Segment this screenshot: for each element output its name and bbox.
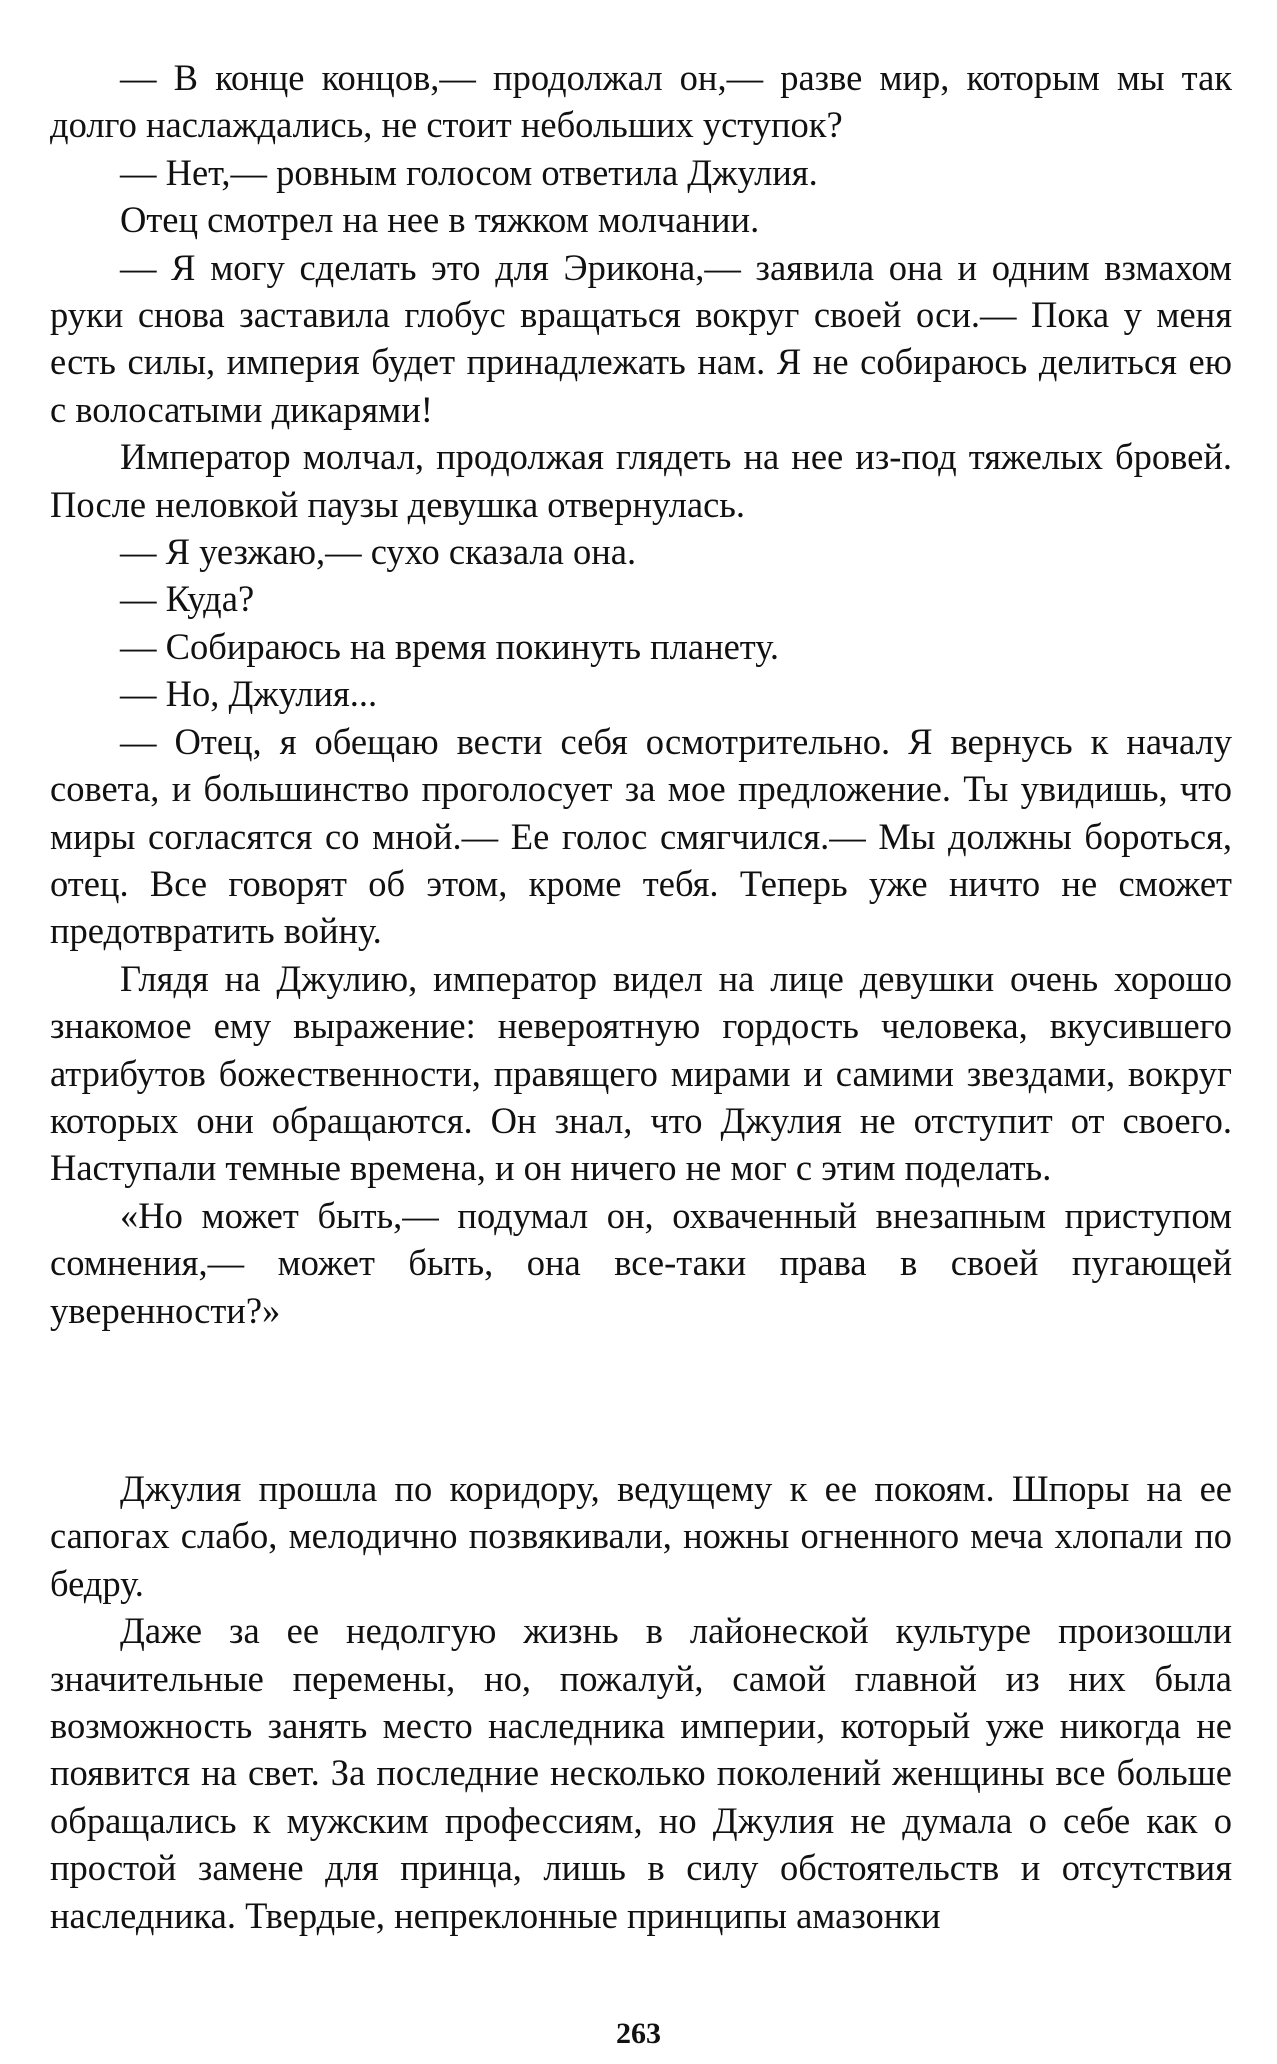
paragraph: — Куда? — [120, 578, 255, 620]
paragraph: Отец смотрел на нее в тяжком молчании. — [120, 199, 760, 241]
paragraph: «Но может быть,— подумал он, охваченный внезапным приступом сомнения,— может быть, она все-таки права в своей пугающей уверенности?» — [50, 1194, 1232, 1331]
paragraph: — Нет,— ровным голосом ответила Джулия. — [120, 151, 818, 193]
paragraph: — Я уезжаю,— сухо сказала она. — [120, 531, 637, 573]
paragraph: Джулия прошла по коридору, ведущему к ее покоям. Шпоры на ее сапогах слабо, мелодично позвякивали, ножны огненного меча хлопали по бедру. — [50, 1468, 1232, 1604]
paragraph: Даже за ее недолгую жизнь в лайонеской культуре произошли значительные перемены, но, пожалуй, самой главной из них была возможность занять место наследника империи, который уже никогда не появится на свет. За последние несколько поколений женщины все больше обращались к мужским профессиям, но Джулия не думала о себе как о простой замене для принца, лишь в силу обстоятельств и отсутствия наследника. Твердые, непреклонные принципы амазонки — [50, 1610, 1232, 1936]
paragraph: Император молчал, продолжая глядеть на нее из-под тяжелых бровей. После неловкой паузы девушка отвернулась. — [50, 436, 1232, 525]
paragraph: Глядя на Джулию, император видел на лице девушки очень хорошо знакомое ему выражение: невероятную гордость человека, вкусившего атрибутов божественности, правящего мирами и самими звездами, вокруг которых они обращаются. Он знал, что Джулия не отступит от своего. Наступали темные времена, и он ничего не мог с этим поделать. — [50, 957, 1232, 1189]
paragraph: — Отец, я обещаю вести себя осмотрительно. Я вернусь к началу совета, и большинство проголосует за мое предложение. Ты увидишь, что миры согласятся со мной.— Ее голос смягчился.— Мы должны бороться, отец. Все говорят об этом, кроме тебя. Теперь уже ничто не сможет предотвратить войну. — [50, 720, 1232, 952]
text-section-1 — [50, 54, 1232, 1334]
paragraph: — В конце концов,— продолжал он,— разве мир, которым мы так долго наслаждались, не стоит небольших уступок? — [50, 57, 1232, 146]
paragraph: — Я могу сделать это для Эрикона,— заявила она и одним взмахом руки снова заставила глобус вращаться вокруг своей оси.— Пока у меня есть силы, империя будет принадлежать нам. Я не собираюсь делиться ею с волосатыми дикарями! — [50, 246, 1232, 430]
page-number: 263 — [616, 2017, 661, 2050]
paragraph: — Собираюсь на время покинуть планету. — [120, 625, 779, 667]
paragraph: — Но, Джулия... — [120, 673, 378, 715]
text-section-2 — [50, 1465, 1232, 1939]
